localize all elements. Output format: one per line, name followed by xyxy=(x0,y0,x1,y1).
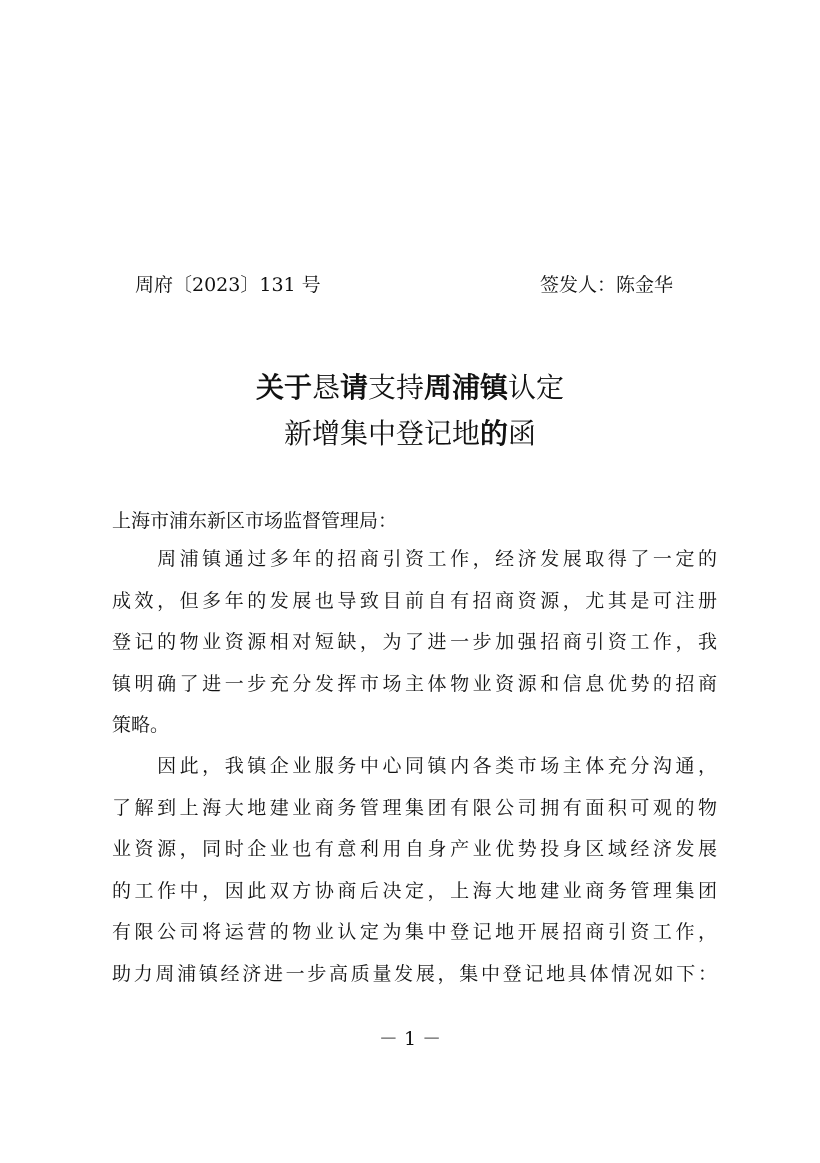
document-title-line-2 xyxy=(0,414,820,454)
document-title-line-1 xyxy=(0,368,820,408)
paragraph-line: 策略。 xyxy=(112,714,170,736)
addressee: 上海市浦东新区市场监督管理局： xyxy=(112,510,398,532)
paragraph-line: 因此，我镇企业服务中心同镇内各类市场主体充分沟通， xyxy=(112,755,717,777)
title-segment: 支持 xyxy=(368,371,425,404)
body-paragraph-2 xyxy=(112,746,717,995)
title-segment: 认定 xyxy=(508,371,565,404)
title-segment: 请 xyxy=(339,371,368,404)
title-segment: 周浦镇 xyxy=(424,371,509,404)
title-segment: 恳 xyxy=(311,371,340,404)
title-segment: 函 xyxy=(508,417,537,450)
paragraph-line: 镇明确了进一步充分发挥市场主体物业资源和信息优势的招商 xyxy=(112,672,717,695)
body-paragraph-1 xyxy=(112,539,717,747)
paragraph-line: 的工作中，因此双方协商后决定，上海大地建业商务管理集团 xyxy=(112,879,717,902)
paragraph-line: 登记的物业资源相对短缺，为了进一步加强招商引资工作，我 xyxy=(112,631,717,653)
paragraph-line: 有限公司将运营的物业认定为集中登记地开展招商引资工作， xyxy=(112,921,717,943)
paragraph-line: 助力周浦镇经济进一步高质量发展，集中登记地具体情况如下： xyxy=(112,962,717,985)
paragraph-line: 成效，但多年的发展也导致目前自有招商资源，尤其是可注册 xyxy=(112,589,717,612)
paragraph-line: 了解到上海大地建业商务管理集团有限公司拥有面积可观的物 xyxy=(112,796,717,819)
title-segment: 新增集中登记地 xyxy=(283,417,480,450)
title-segment: 关于 xyxy=(255,371,312,404)
document-number: 周府〔2023〕131 号 xyxy=(135,274,321,296)
signer: 签发人：陈金华 xyxy=(540,274,674,296)
title-segment: 的 xyxy=(479,417,508,450)
page-number: － 1 － xyxy=(378,1028,442,1050)
paragraph-line: 周浦镇通过多年的招商引资工作，经济发展取得了一定的 xyxy=(112,548,717,570)
paragraph-line: 业资源，同时企业也有意利用自身产业优势投身区域经济发展 xyxy=(112,838,717,860)
